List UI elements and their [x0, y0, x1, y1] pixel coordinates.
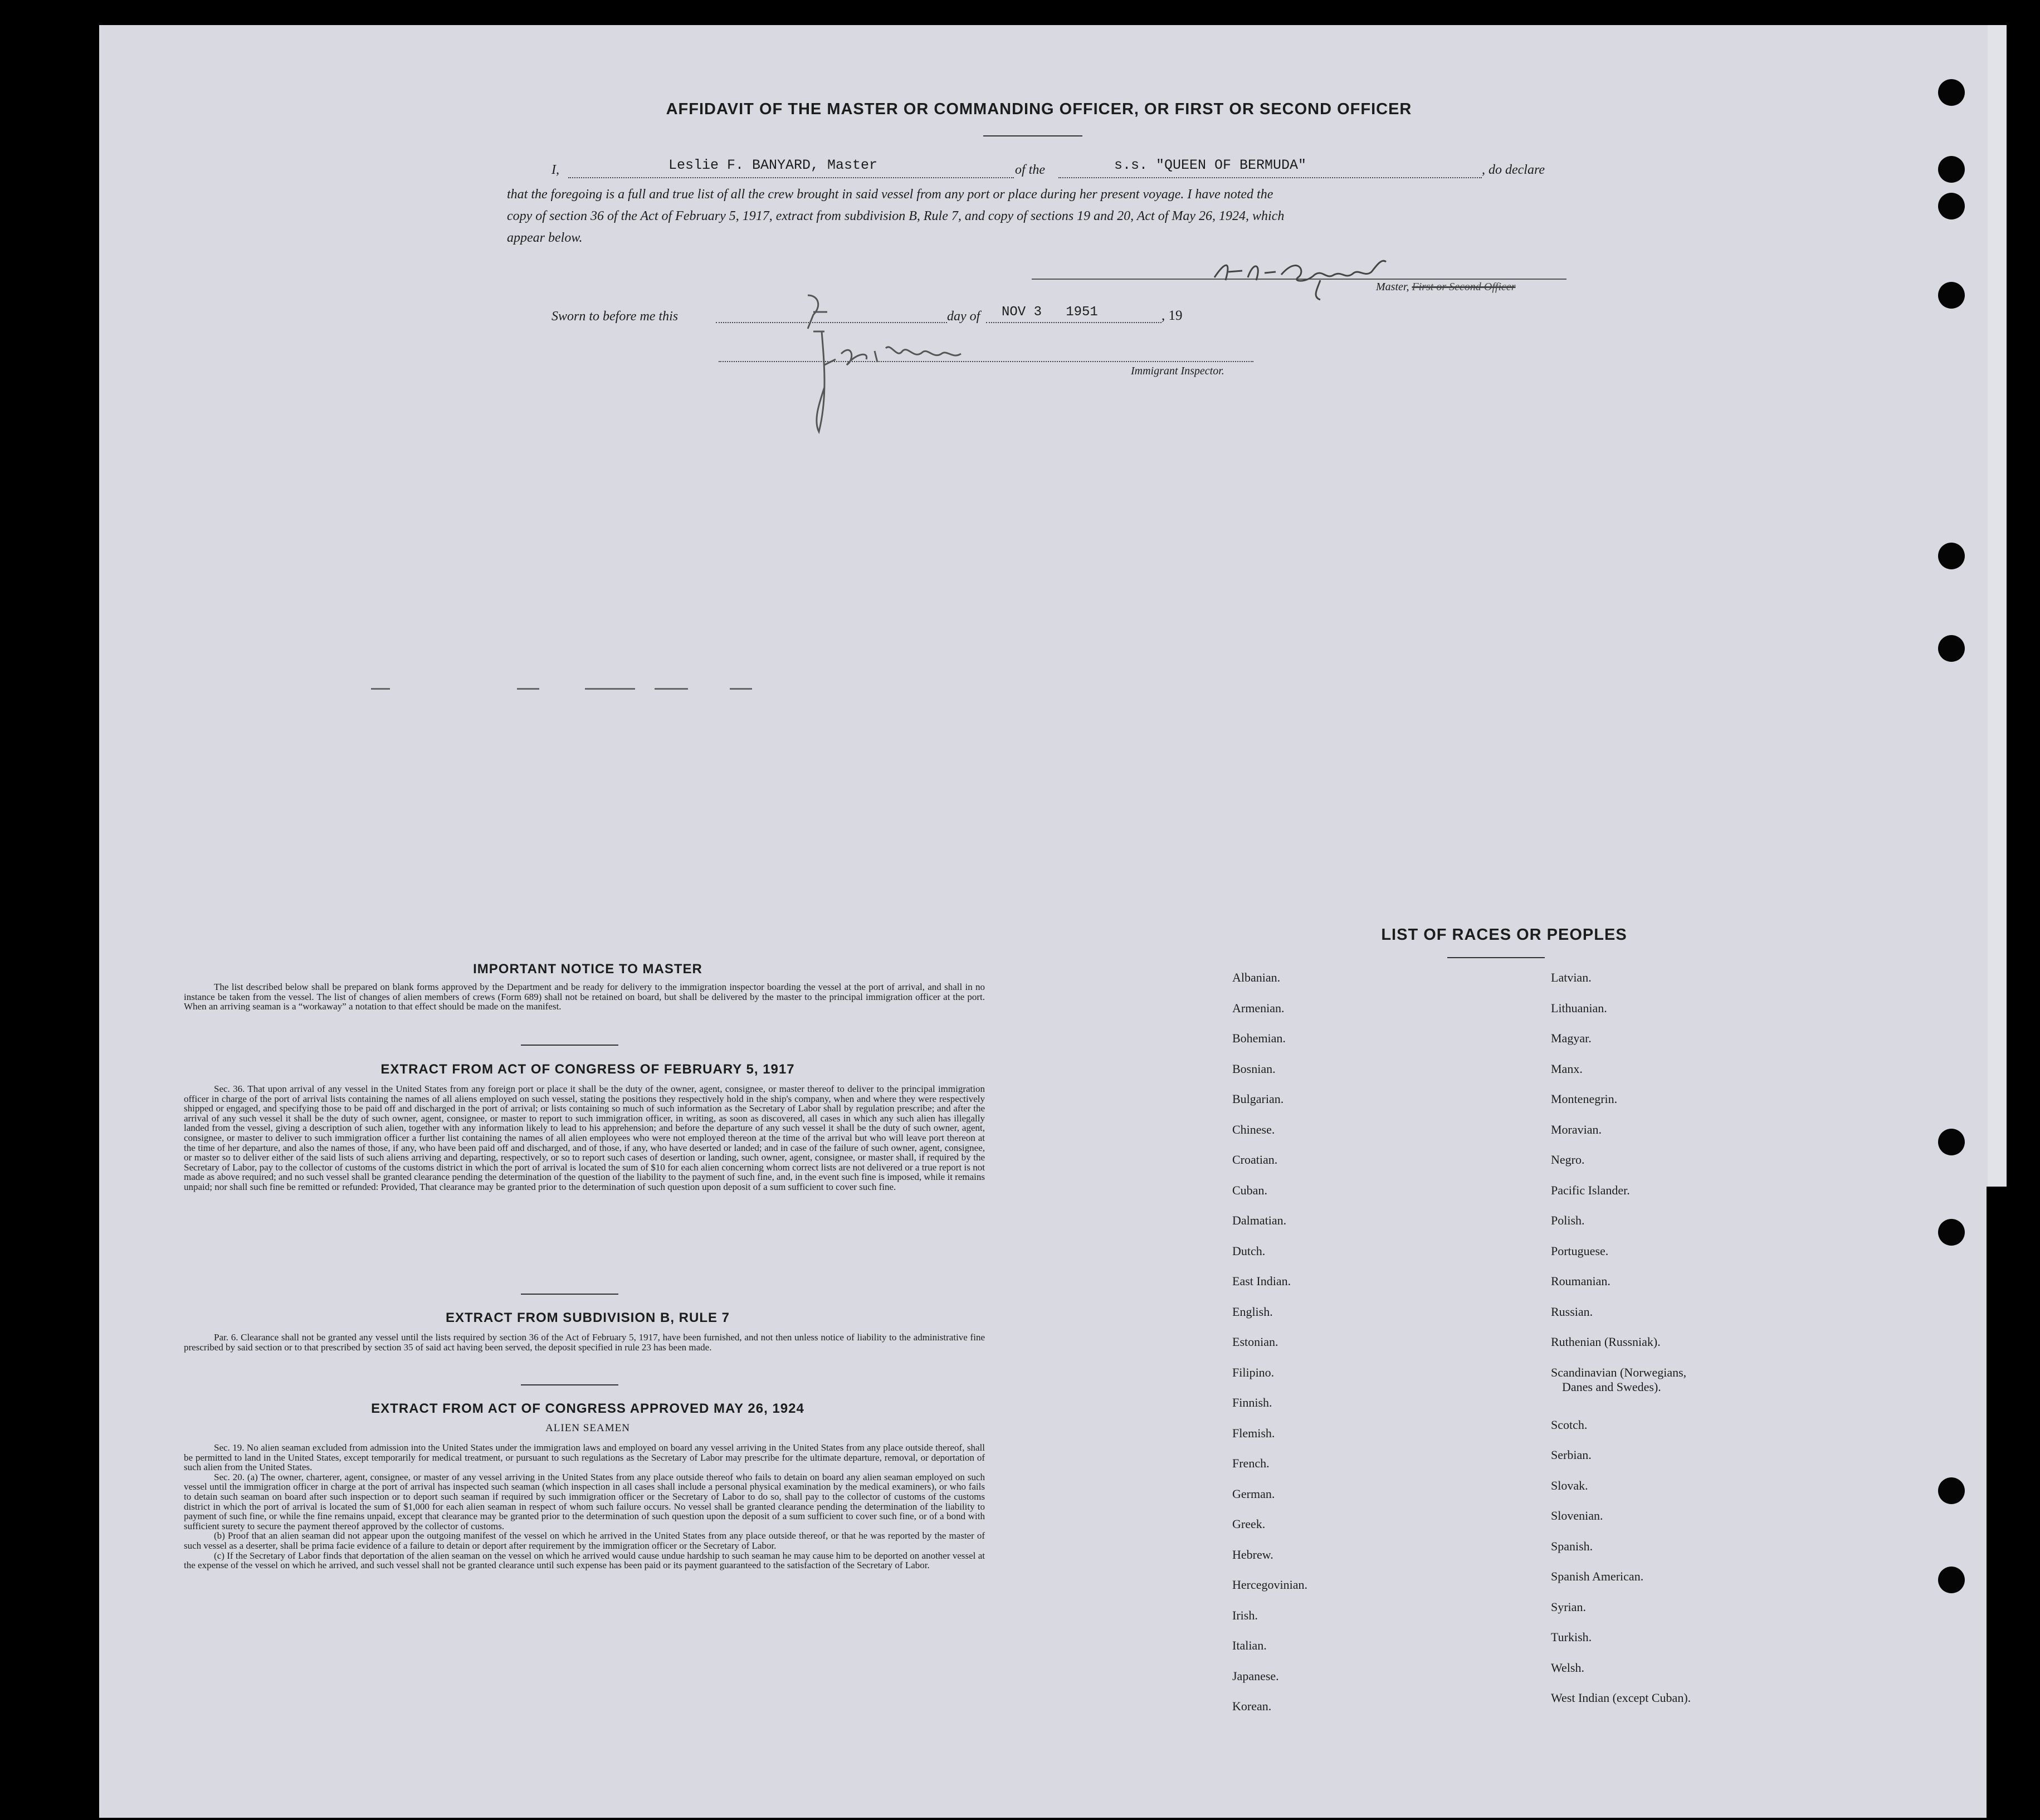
affidavit-title: AFFIDAVIT OF THE MASTER OR COMMANDING OFFICER, OR FIRST OR SECOND OFFICER — [666, 100, 1412, 118]
race-item: Bulgarian. — [1232, 1092, 1284, 1106]
race-item: Finnish. — [1232, 1396, 1272, 1409]
race-item: Magyar. — [1551, 1031, 1592, 1045]
faint-mark — [655, 688, 688, 690]
race-item: Italian. — [1232, 1638, 1267, 1652]
race-item: Spanish American. — [1551, 1569, 1644, 1583]
race-item: Bosnian. — [1232, 1061, 1276, 1076]
punch-hole — [1938, 282, 1965, 309]
affidavit-line-1: that the foregoing is a full and true list of all the crew brought in said vessel from any port or place during her present voyage. I have noted the — [507, 187, 1273, 202]
race-item: Syrian. — [1551, 1599, 1586, 1614]
struck-officer-text: First or Second Officer — [1412, 281, 1516, 293]
race-item: Polish. — [1551, 1213, 1585, 1227]
notice-text — [184, 982, 985, 1012]
race-item: Chinese. — [1232, 1122, 1275, 1136]
race-item: East Indian. — [1232, 1274, 1291, 1288]
master-signature — [1209, 250, 1421, 305]
race-item: Bohemian. — [1232, 1031, 1286, 1045]
race-item: Portuguese. — [1551, 1243, 1609, 1258]
sec-20a-paragraph: Sec. 20. (a) The owner, charterer, agent, consignee, or master of any vessel arriving in the United States from any place outside thereof who fails to detain on board any alien seaman employed on such vessel until the immigration officer in charge at the port of arrival has inspected such seaman (which inspection in all cases shall include a personal physical examination by the medical examiners), or who fails to detain such seaman on board after such inspection or to deport such seaman if required by such immigration officer or the Secretary of Labor to do so, shall pay to the collector of customs of the customs district in which the port of arrival is located the sum of $1,000 for each alien seaman in respect of whom such failure occurs. No vessel shall be granted clearance pending the determination of the liability to payment of such fine, or while the fine remains unpaid, except that clearance may be granted prior to the determination of such question upon the deposit of a sum sufficient to cover such fine, or of a bond with sufficient surety to secure the payment thereof approved by the collector of customs. — [184, 1471, 985, 1531]
punch-hole — [1938, 543, 1965, 569]
alien-seamen-subtitle: ALIEN SEAMEN — [545, 1422, 630, 1434]
master-label — [1376, 281, 1516, 294]
race-item: Montenegrin. — [1551, 1092, 1618, 1106]
par-6-paragraph: Par. 6. Clearance shall not be granted any vessel until the lists required by section 36 of the Act of February 5, 1917, have been furnished, and not then unless notice of liability to the administrative fine prescribed by said section or to that prescribed by section 35 of said act having been served, the deposit specified in rule 23 has been made. — [184, 1332, 985, 1353]
sec-20b-paragraph: (b) Proof that an alien seaman did not appear upon the outgoing manifest of the vessel on which he arrived in the United States from any place outside thereof, or that he was reported by the master of such vessel as a deserter, shall be prima facie evidence of a failure to detain or deport after requirement by the immigration officer or the Secretary of Labor. — [184, 1530, 985, 1551]
races-title: LIST OF RACES OR PEOPLES — [1381, 926, 1627, 944]
inspector-label: Immigrant Inspector. — [1131, 365, 1224, 377]
faint-mark — [517, 688, 539, 690]
race-item: Ruthenian (Russniak). — [1551, 1335, 1661, 1349]
punch-hole — [1938, 1129, 1965, 1155]
i-label: I, — [552, 163, 559, 177]
section-rule — [521, 1045, 618, 1046]
punch-hole — [1938, 156, 1965, 183]
sec-20c-paragraph: (c) If the Secretary of Labor finds that deportation of the alien seaman on the vessel on which he arrived would cause undue hardship to such seaman he may cause him to be deported on another vessel at the expense of the vessel on which he arrived, and such vessel shall not be granted clearance until such expense has been paid or its payment guaranteed to the satisfaction of the Secretary of Labor. — [184, 1550, 985, 1571]
punch-hole — [1938, 1219, 1965, 1246]
race-item: Japanese. — [1232, 1668, 1279, 1683]
sec-36-paragraph: Sec. 36. That upon arrival of any vessel in the United States from any foreign port or place it shall be the duty of the owner, agent, consignee, or master thereof to deliver to the principal immigration officer in charge of the port of arrival lists containing the names of all aliens employed on such vessel, stating the positions they respectively hold in the ship's company, when and where they were respectively shipped or engaged, and specifying those to be paid off and discharged in the port of arrival; or lists containing so much of such information as the Secretary of Labor shall by regulation prescribe; and after the arrival of any such vessel it shall be the duty of such owner, agent, consignee, or master to report to such immigration officer, in writing, as soon as discovered, all cases in which any such alien has illegally landed from the vessel, giving a description of such alien, together with any information likely to lead to his apprehension; and before the departure of any such vessel it shall be the duty of such owner, agent, consignee, or master to deliver to such immigration officer a further list containing the names of all alien employees who were not employed thereon at the time of the arrival but who will leave port thereon at the time of her departure, and also the names of those, if any, who have been paid off and discharged, and of those, if any, who have deserted or landed; and in case of the failure of such owner, agent, consignee, or master so to deliver either of the said lists of such aliens arriving and departing, respectively, or so to report such cases of desertion or landing, such owner, agent, consignee, or master shall, if required by the Secretary of Labor, pay to the collector of customs of the customs district in which the port of arrival is located the sum of $10 for each alien concerning whom correct lists are not delivered or a true report is not made as above required; and no such vessel shall be granted clearance pending the determination of the question of the liability to the payment of such fine, and, in the event such fine is imposed, while it remains unpaid; nor shall such fine be remitted or refunded: Provided, That clearance may be granted prior to the determination of such question upon deposit of a sum sufficient to cover such fine. — [184, 1084, 985, 1192]
page-edge — [1988, 25, 2007, 1189]
faint-mark — [585, 688, 635, 690]
race-item: Korean. — [1232, 1699, 1272, 1713]
race-item: Dalmatian. — [1232, 1213, 1287, 1227]
race-item: Scandinavian (Norwegians, — [1551, 1365, 1687, 1379]
race-item: Slovak. — [1551, 1478, 1588, 1492]
race-item-continued: Danes and Swedes). — [1562, 1379, 1661, 1394]
year-label: , 19 — [1161, 308, 1183, 323]
race-item: Pacific Islander. — [1551, 1183, 1630, 1197]
race-item: Estonian. — [1232, 1335, 1278, 1349]
race-item-scandinavian — [1551, 1365, 1691, 1418]
title-rule — [983, 135, 1082, 136]
extract-1917-title: EXTRACT FROM ACT OF CONGRESS OF FEBRUARY 5, 1917 — [380, 1062, 795, 1077]
sworn-label: Sworn to before me this — [552, 309, 679, 324]
notice-paragraph: The list described below shall be prepared on blank forms approved by the Department and be ready for delivery to the immigration inspector boarding the vessel at the port of arrival, and shall in no instance be taken from the vessel. The list of changes of alien members of crews (Form 689) shall not be retained on board, but shall be delivered by the master to the principal immigration officer at the port. When an arriving seaman is a “workaway” a notation to that effect should be made on the manifest. — [184, 982, 985, 1012]
faint-mark — [730, 688, 752, 690]
race-item: Roumanian. — [1551, 1274, 1610, 1288]
extract-1924-title: EXTRACT FROM ACT OF CONGRESS APPROVED MAY 26, 1924 — [371, 1401, 804, 1416]
section-rule — [521, 1294, 618, 1295]
races-rule — [1447, 957, 1545, 958]
extract-1917-text — [184, 1084, 985, 1192]
race-item: Welsh. — [1551, 1660, 1584, 1675]
extract-rule7-title: EXTRACT FROM SUBDIVISION B, RULE 7 — [445, 1310, 730, 1325]
race-item: West Indian (except Cuban). — [1551, 1691, 1691, 1705]
race-item: Cuban. — [1232, 1183, 1267, 1197]
race-item: Irish. — [1232, 1608, 1258, 1622]
race-item: Latvian. — [1551, 970, 1592, 984]
punch-hole — [1938, 1567, 1965, 1593]
race-item: Armenian. — [1232, 1001, 1285, 1015]
race-item: Hercegovinian. — [1232, 1578, 1307, 1592]
faint-mark — [371, 688, 390, 690]
sec-19-paragraph: Sec. 19. No alien seaman excluded from admission into the United States under the immigration laws and employed on board any vessel arriving in the United States from any place outside thereof, shall be permitted to land in the United States, except temporarily for medical treatment, or pursuant to such regulations as the Secretary of Labor may prescribe for the ultimate departure, removal, or deportation of such alien from the United States. — [184, 1442, 985, 1473]
of-the-label: of the — [1015, 163, 1045, 177]
notice-title: IMPORTANT NOTICE TO MASTER — [473, 962, 702, 977]
extract-rule7-text — [184, 1333, 985, 1352]
affidavit-line-3: appear below. — [507, 231, 583, 245]
affidavit-line-2: copy of section 36 of the Act of February 5, 1917, extract from subdivision B, Rule 7, and copy of sections 19 and 20, Act of May 26, 1924, which — [507, 209, 1285, 223]
do-declare: , do declare — [1482, 163, 1545, 177]
page-notch — [1987, 1187, 2040, 1820]
race-item: Turkish. — [1551, 1630, 1592, 1644]
race-item: Albanian. — [1232, 970, 1281, 984]
race-item: Scotch. — [1551, 1417, 1588, 1432]
race-item: Slovenian. — [1551, 1509, 1603, 1523]
punch-hole — [1938, 635, 1965, 662]
race-item: Croatian. — [1232, 1153, 1278, 1167]
race-item: Moravian. — [1551, 1122, 1602, 1136]
race-item: Dutch. — [1232, 1243, 1266, 1258]
race-item: Manx. — [1551, 1061, 1583, 1076]
punch-hole — [1938, 1477, 1965, 1504]
inspector-signature — [802, 320, 992, 437]
race-item: German. — [1232, 1486, 1275, 1501]
race-item: Flemish. — [1232, 1426, 1275, 1440]
race-item: Serbian. — [1551, 1448, 1592, 1462]
race-item: French. — [1232, 1456, 1270, 1470]
race-item: English. — [1232, 1304, 1273, 1319]
race-item: Spanish. — [1551, 1539, 1593, 1553]
extract-1924-text — [184, 1443, 985, 1570]
date-stamp: NOV 3 1951 — [1002, 305, 1098, 320]
master-label-text: Master, — [1376, 281, 1409, 293]
race-item: Hebrew. — [1232, 1547, 1273, 1562]
race-item: Negro. — [1551, 1153, 1585, 1167]
affidavit-body — [507, 184, 1565, 249]
section-rule — [521, 1384, 618, 1385]
vessel-name: s.s. "QUEEN OF BERMUDA" — [1114, 157, 1307, 173]
punch-hole — [1938, 193, 1965, 219]
day-of-label: day of — [947, 309, 980, 324]
race-item: Filipino. — [1232, 1365, 1275, 1379]
race-item: Lithuanian. — [1551, 1001, 1607, 1015]
races-left-column — [1232, 970, 1307, 1730]
race-item: Russian. — [1551, 1304, 1593, 1319]
races-right-column — [1551, 970, 1691, 1721]
master-name: Leslie F. BANYARD, Master — [668, 157, 878, 173]
punch-hole — [1938, 79, 1965, 106]
race-item: Greek. — [1232, 1517, 1266, 1531]
